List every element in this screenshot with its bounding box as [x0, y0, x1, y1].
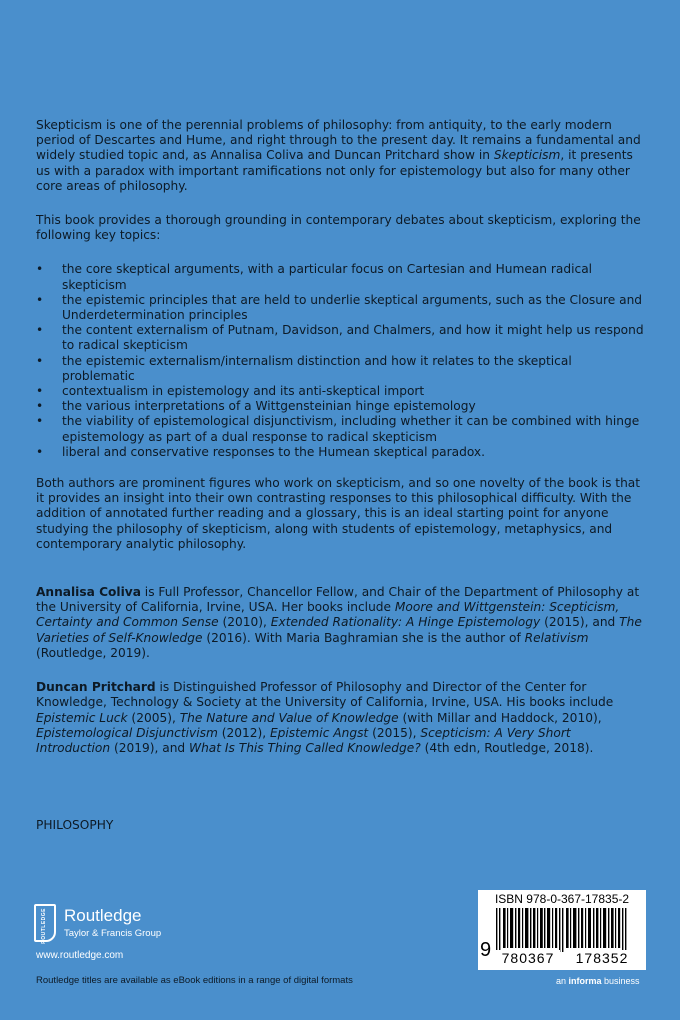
author-name: Annalisa Coliva	[36, 585, 141, 600]
topic-item: • liberal and conservative responses to the Humean skeptical paradox.	[36, 445, 646, 460]
topic-item: • the various interpretations of a Wittgensteinian hinge epistemology	[36, 399, 646, 414]
author-bio-pritchard: Duncan Pritchard is Distinguished Professor of Philosophy and Director of the Center for Knowledge, Technology & Society at the University of California, Irvine, USA. His books include Epistemic Luck (2005), The Nature and Value of Knowledge (with Millar and Haddock, 2010), Epistemological Disjunctivism (2012), Epistemic Angst (2015), Scepticism: A Very Short Introduction (2019), and What Is This Thing Called Knowledge? (4th edn, Routledge, 2018).	[36, 680, 614, 755]
topic-item: • the epistemic principles that are held to underlie skeptical arguments, such as the Closure and Underdetermination principles	[36, 293, 646, 323]
barcode-first-digit: 9	[480, 939, 492, 961]
isbn-barcode-block	[478, 890, 646, 970]
routledge-logo	[34, 904, 174, 944]
routledge-mark-icon: ROUTLEDGE	[34, 904, 56, 942]
publisher-url: www.routledge.com	[36, 950, 124, 961]
subject-category: PHILOSOPHY	[36, 818, 114, 832]
barcode-icon	[486, 908, 638, 952]
topic-item: • contextualism in epistemology and its anti-skeptical import	[36, 384, 646, 399]
topic-item: • the content externalism of Putnam, Davidson, and Chalmers, and how it might help us respond to radical skepticism	[36, 323, 646, 353]
topic-item: • the epistemic externalism/internalism distinction and how it relates to the skeptical problematic	[36, 354, 646, 384]
isbn-label: ISBN 978-0-367-17835-2	[494, 892, 630, 906]
author-name: Duncan Pritchard	[36, 680, 156, 695]
author-bio-coliva: Annalisa Coliva is Full Professor, Chancellor Fellow, and Chair of the Department of Philosophy at the University of California, Irvine, USA. Her books include Moore and Wittgenstein: Scepticism, Certainty and Common Sense (2010), Extended Rationality: A Hinge Epistemology (2015), and The Varieties of Self-Knowledge (2016). With Maria Baghramian she is the author of Relativism (Routledge, 2019).	[36, 585, 642, 660]
topic-item: • the core skeptical arguments, with a particular focus on Cartesian and Humean radical skepticism	[36, 262, 646, 292]
barcode-digits-left: 780367	[496, 950, 560, 966]
topic-item: • the viability of epistemological disjunctivism, including whether it can be combined with hinge epistemology as part of a dual response to radical skepticism	[36, 414, 646, 444]
barcode-digits-right: 178352	[566, 950, 638, 966]
intro-paragraph: Skepticism is one of the perennial problems of philosophy: from antiquity, to the early modern period of Descartes and Hume, and right through to the present day. It remains a fundamental and widely studied topic and, as Annalisa Coliva and Duncan Pritchard show in Skepticism, it presents us with a paradox with important ramifications not only for epistemology but also for many other core areas of philosophy.	[36, 118, 641, 193]
ebook-note: Routledge titles are available as eBook editions in a range of digital formats	[36, 975, 353, 986]
book-title-inline: Skepticism	[493, 148, 561, 163]
closing-paragraph: Both authors are prominent figures who work on skepticism, and so one novelty of the book is that it provides an insight into their own contrasting responses to this philosophical difficulty. With the addition of annotated further reading and a glossary, this is an ideal starting point for anyone studying the philosophy of skepticism, along with students of epistemology, metaphysics, and contemporary analytic philosophy.	[36, 476, 641, 551]
publisher-group: Taylor & Francis Group	[64, 928, 162, 939]
publisher-name: Routledge	[64, 906, 142, 925]
topics-list	[36, 262, 646, 460]
informa-tagline: an informa business	[556, 976, 640, 986]
back-cover-text	[36, 118, 646, 775]
topics-lead: This book provides a thorough grounding in contemporary debates about skepticism, exploring the following key topics:	[36, 213, 641, 243]
